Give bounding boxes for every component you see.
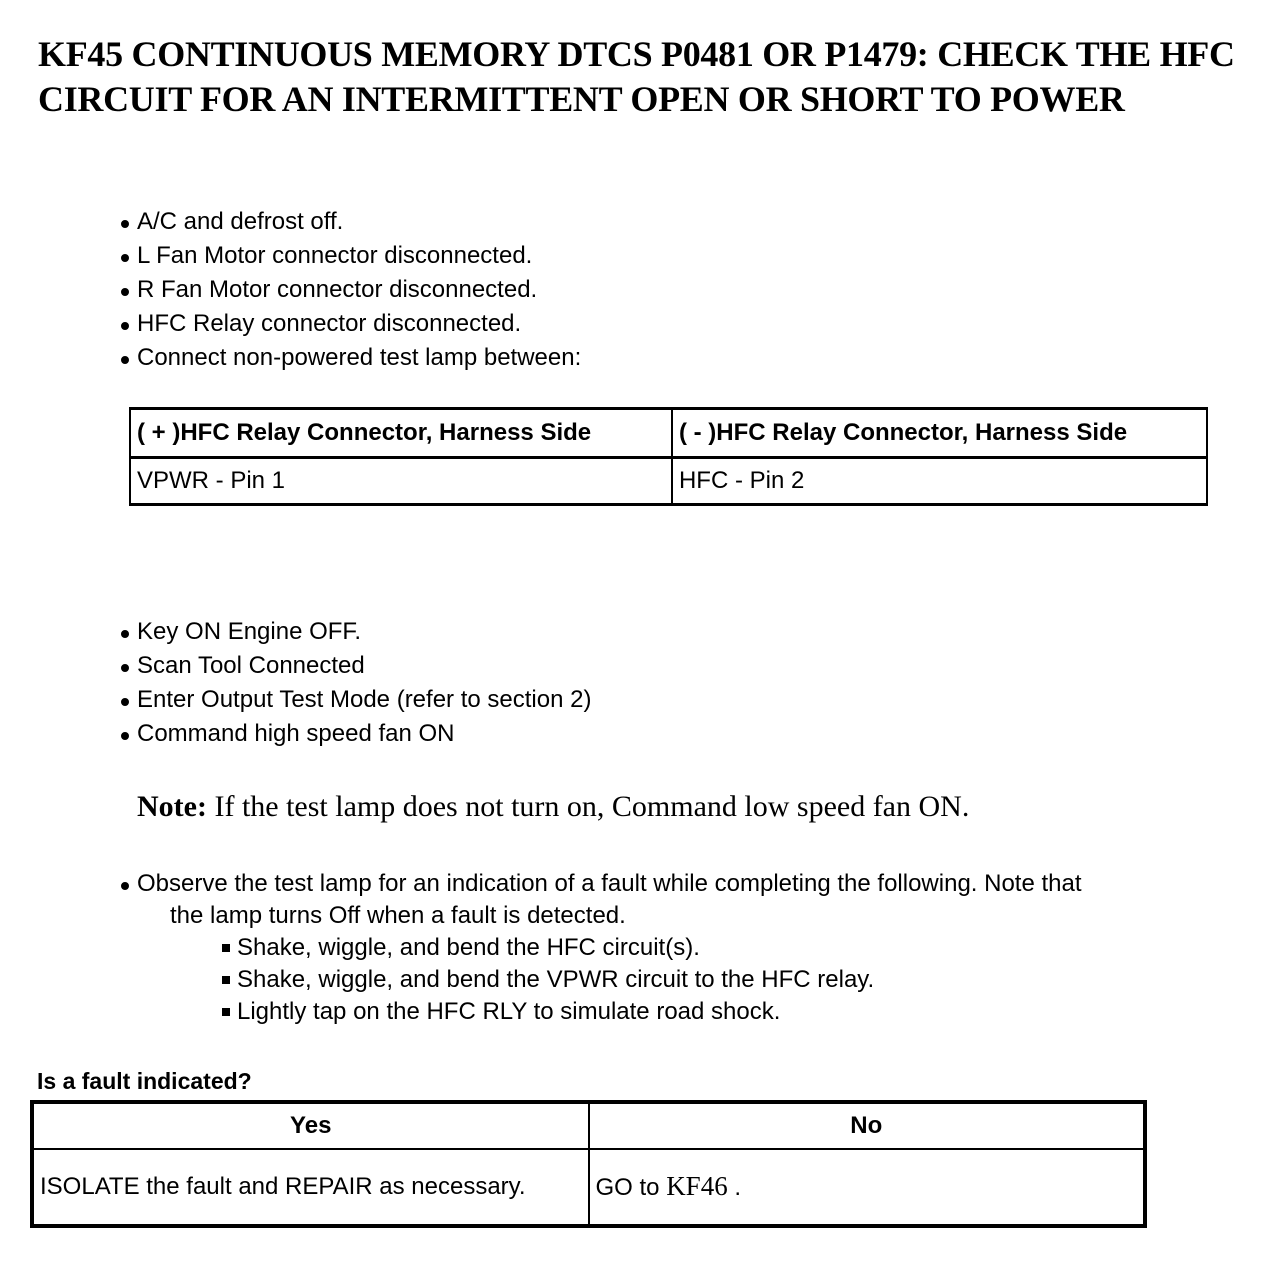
observe-substeps <box>118 932 1258 1028</box>
no-action-cell <box>589 1149 1146 1226</box>
square-bullet-icon <box>222 944 230 952</box>
bullet-icon <box>121 732 129 740</box>
list-item-text: A/C and defrost off. <box>137 208 344 235</box>
column-header-yes: Yes <box>32 1102 589 1149</box>
column-header-negative: ( - )HFC Relay Connector, Harness Side <box>672 409 1207 458</box>
page-title: KF45 CONTINUOUS MEMORY DTCS P0481 OR P1479: CHECK THE HFC CIRCUIT FOR AN INTERMITTENT OPEN OR SHORT TO POWER <box>38 34 1235 119</box>
list-item <box>118 273 581 307</box>
bullet-icon <box>121 288 129 296</box>
list-item-text: Enter Output Test Mode (refer to section 2) <box>137 686 592 713</box>
yes-action-cell: ISOLATE the fault and REPAIR as necessary. <box>32 1149 589 1226</box>
list-item <box>118 239 581 273</box>
list-item <box>218 964 1258 996</box>
list-item-text: Lightly tap on the HFC RLY to simulate road shock. <box>237 998 781 1025</box>
list-item-text: HFC Relay connector disconnected. <box>137 310 522 337</box>
column-header-no: No <box>589 1102 1146 1149</box>
list-item <box>118 341 581 375</box>
question-heading: Is a fault indicated? <box>37 1068 252 1094</box>
list-item-text: L Fan Motor connector disconnected. <box>137 242 533 269</box>
square-bullet-icon <box>222 976 230 984</box>
list-item-text: R Fan Motor connector disconnected. <box>137 276 538 303</box>
list-item <box>118 307 581 341</box>
no-action-suffix: . <box>727 1174 742 1201</box>
observe-line-1: Observe the test lamp for an indication of a fault while completing the following. Note that <box>137 870 1082 897</box>
list-item <box>218 932 1258 964</box>
kf46-link[interactable]: KF46 <box>666 1171 728 1201</box>
list-item <box>118 683 591 717</box>
bullet-icon <box>121 356 129 364</box>
list-item <box>218 996 1258 1028</box>
list-item <box>118 717 591 751</box>
column-header-positive: ( + )HFC Relay Connector, Harness Side <box>130 409 672 458</box>
list-item-text: Shake, wiggle, and bend the HFC circuit(s). <box>237 934 700 961</box>
note-text: If the test lamp does not turn on, Command low speed fan ON. <box>206 790 970 823</box>
table-row <box>32 1149 1145 1226</box>
list-item-text: Command high speed fan ON <box>137 720 455 747</box>
no-action-prefix: GO to <box>595 1174 667 1201</box>
bullet-icon <box>121 664 129 672</box>
note <box>137 790 969 824</box>
bullet-icon <box>121 254 129 262</box>
connection-table <box>129 407 1208 506</box>
observe-instructions <box>118 868 1258 1028</box>
observe-line-2: the lamp turns Off when a fault is detected. <box>170 902 626 929</box>
result-table <box>30 1100 1147 1228</box>
preconditions-list <box>118 205 581 375</box>
list-item <box>118 205 581 239</box>
steps-list <box>118 615 591 751</box>
square-bullet-icon <box>222 1008 230 1016</box>
bullet-icon <box>121 322 129 330</box>
note-label: Note: <box>137 790 207 823</box>
list-item-text: Scan Tool Connected <box>137 652 365 679</box>
list-item-text: Key ON Engine OFF. <box>137 618 362 645</box>
table-cell: HFC - Pin 2 <box>672 458 1207 505</box>
table-header-row <box>130 409 1207 458</box>
bullet-icon <box>121 630 129 638</box>
table-header-row <box>32 1102 1145 1149</box>
table-row <box>130 458 1207 505</box>
bullet-icon <box>121 698 129 706</box>
bullet-icon <box>121 882 129 890</box>
table-cell: VPWR - Pin 1 <box>130 458 672 505</box>
list-item-text: Connect non-powered test lamp between: <box>137 344 582 371</box>
bullet-icon <box>121 220 129 228</box>
list-item <box>118 615 591 649</box>
list-item-text: Shake, wiggle, and bend the VPWR circuit to the HFC relay. <box>237 966 875 993</box>
list-item <box>118 649 591 683</box>
